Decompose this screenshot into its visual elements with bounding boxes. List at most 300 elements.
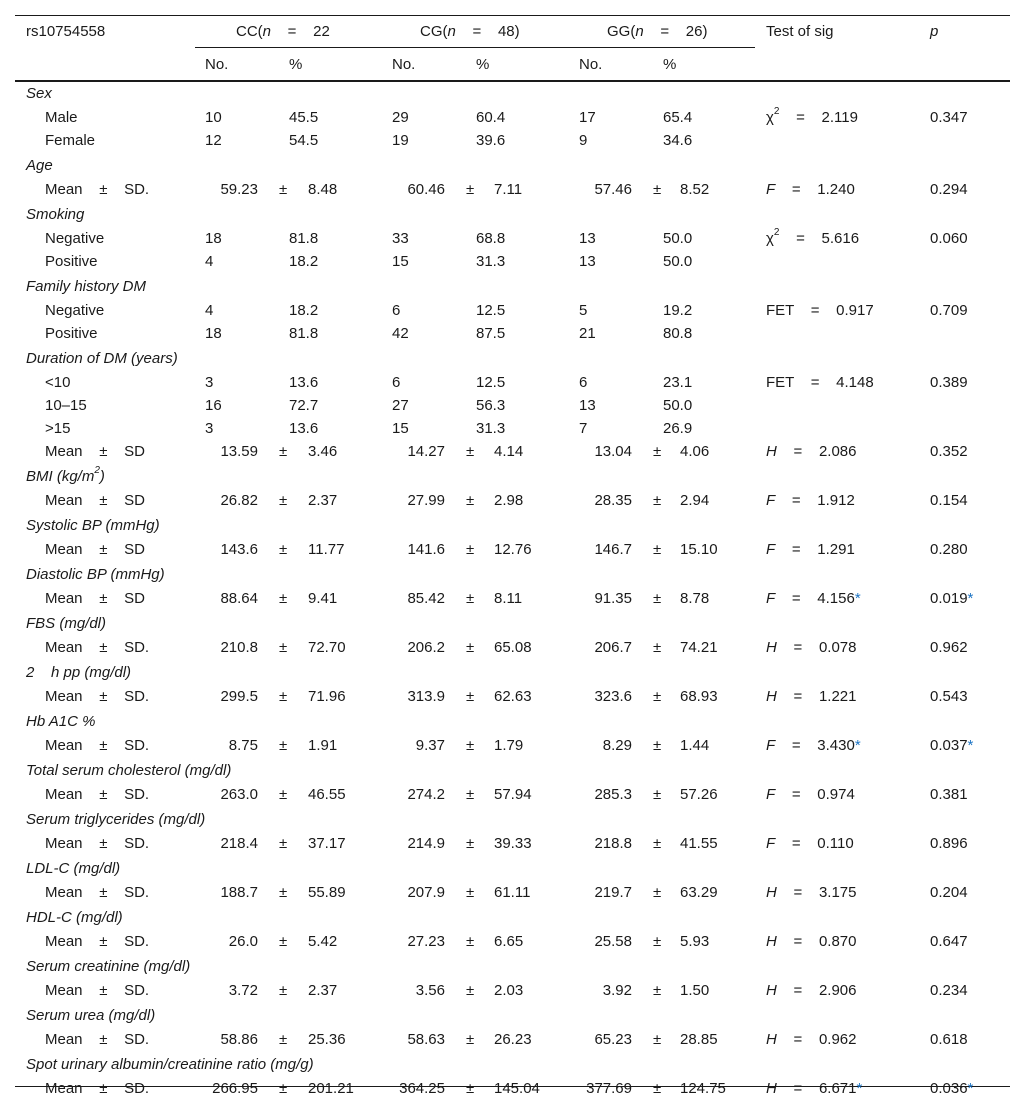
sd-value: 15.10 [680,541,718,558]
percent-value: 80.8 [663,325,693,342]
count-value: 13 [579,397,596,414]
sd-value: 8.78 [680,590,710,607]
count-value: 33 [392,230,409,247]
row-label: Mean ± SD. [45,933,150,950]
sd-value: 57.26 [680,786,718,803]
test-statistic: F = 1.912 [766,492,855,509]
pm-sign: ± [466,639,475,656]
mean-value: 88.64 [220,590,258,607]
percent-value: 65.4 [663,109,693,126]
mean-value: 377.69 [586,1080,632,1097]
count-value: 15 [392,253,409,270]
test-symbol: H [766,933,777,950]
sd-value: 7.11 [494,181,523,198]
p-value: 0.060 [930,230,968,247]
row-label: Mean ± SD. [45,835,150,852]
count-value: 4 [205,302,214,319]
mean-value: 218.4 [220,835,258,852]
pm-sign: ± [466,1031,475,1048]
count-value: 27 [392,397,409,414]
pm-sign: ± [279,181,288,198]
p-value: 0.204 [930,884,968,901]
row-label: Mean ± SD. [45,688,150,705]
header-pct: % [663,56,677,73]
mean-value: 141.6 [407,541,445,558]
mean-value: 8.29 [602,737,632,754]
percent-value: 50.0 [663,253,693,270]
pm-sign: ± [279,835,288,852]
mean-value: 25.58 [594,933,632,950]
count-value: 17 [579,109,596,126]
pm-sign: ± [653,443,662,460]
test-symbol: H [766,1031,777,1048]
count-value: 6 [392,302,401,319]
row-label: Mean ± SD [45,443,145,460]
header-snp: rs10754558 [26,23,106,40]
sd-value: 28.85 [680,1031,718,1048]
row-label: Mean ± SD. [45,1031,150,1048]
row-label: Mean ± SD. [45,181,150,198]
count-value: 7 [579,420,588,437]
p-value: 0.389 [930,374,968,391]
test-statistic: H = 2.906 [766,982,857,999]
count-value: 9 [579,132,588,149]
mean-value: 58.63 [407,1031,445,1048]
significance-asterisk: * [856,1080,863,1097]
sd-value: 72.70 [308,639,346,656]
section-title: Serum urea (mg/dl) [26,1007,156,1024]
section-title: Spot urinary albumin/creatinine ratio (mg/g) [26,1056,314,1073]
pm-sign: ± [653,590,662,607]
percent-value: 45.5 [289,109,319,126]
sd-value: 124.75 [680,1080,726,1097]
test-statistic: H = 0.962 [766,1031,857,1048]
mean-value: 214.9 [407,835,445,852]
section-title: Hb A1C % [26,713,96,730]
sd-value: 201.21 [308,1080,354,1097]
mean-value: 3.92 [602,982,632,999]
test-symbol: H [766,443,777,460]
pm-sign: ± [279,590,288,607]
p-value: 0.352 [930,443,968,460]
row-label: 10–15 [45,397,87,414]
pm-sign: ± [279,786,288,803]
percent-value: 81.8 [289,325,319,342]
percent-value: 31.3 [476,253,506,270]
mean-value: 263.0 [220,786,258,803]
pm-sign: ± [653,1031,662,1048]
pm-sign: ± [279,737,288,754]
test-statistic: H = 2.086 [766,443,857,460]
section-title: Diastolic BP (mmHg) [26,566,165,583]
sd-value: 55.89 [308,884,346,901]
pm-sign: ± [279,541,288,558]
significance-asterisk: * [967,1080,974,1097]
test-symbol: H [766,884,777,901]
p-value: 0.234 [930,982,968,999]
percent-value: 50.0 [663,230,693,247]
mean-value: 3.72 [228,982,258,999]
pm-sign: ± [279,982,288,999]
section-title: Serum triglycerides (mg/dl) [26,811,206,828]
count-value: 12 [205,132,222,149]
superscript: 2 [773,106,780,117]
pm-sign: ± [279,884,288,901]
percent-value: 81.8 [289,230,319,247]
sd-value: 2.98 [494,492,524,509]
test-symbol: H [766,688,777,705]
pm-sign: ± [279,443,288,460]
test-statistic: $\chi^2$ = 2.119 [766,106,858,126]
significance-asterisk: * [854,590,861,607]
pm-sign: ± [653,639,662,656]
sd-value: 68.93 [680,688,718,705]
sd-value: 39.33 [494,835,532,852]
sd-value: 2.94 [680,492,710,509]
section-title: Family history DM [26,278,147,295]
test-statistic: H = 3.175 [766,884,857,901]
test-statistic: H = 1.221 [766,688,857,705]
sd-value: 9.41 [308,590,338,607]
section-title: Sex [26,85,52,102]
mean-value: 58.86 [220,1031,258,1048]
pm-sign: ± [466,181,475,198]
pm-sign: ± [466,982,475,999]
row-label: Mean ± SD. [45,884,150,901]
pm-sign: ± [466,737,475,754]
section-title: Duration of DM (years) [26,350,178,367]
sd-value: 8.52 [680,181,710,198]
percent-value: 50.0 [663,397,693,414]
pm-sign: ± [653,835,662,852]
count-value: 21 [579,325,596,342]
count-value: 10 [205,109,222,126]
sd-value: 1.91 [308,737,338,754]
percent-value: 12.5 [476,374,506,391]
test-symbol: H [766,982,777,999]
percent-value: 12.5 [476,302,506,319]
percent-value: 23.1 [663,374,693,391]
pm-sign: ± [653,541,662,558]
mean-value: 274.2 [407,786,445,803]
percent-value: 18.2 [289,302,319,319]
sd-value: 12.76 [494,541,532,558]
header-no: No. [392,56,416,73]
p-value: 0.037* [930,737,974,754]
mean-value: 218.8 [594,835,632,852]
pm-sign: ± [653,1080,662,1097]
pm-sign: ± [279,492,288,509]
test-symbol: H [766,639,777,656]
sd-value: 8.48 [308,181,338,198]
pm-sign: ± [466,786,475,803]
row-label: Mean ± SD [45,541,145,558]
p-value: 0.154 [930,492,968,509]
mean-value: 323.6 [594,688,632,705]
count-value: 13 [579,230,596,247]
test-statistic: F = 0.974 [766,786,855,803]
count-value: 3 [205,420,214,437]
pm-sign: ± [279,1031,288,1048]
section-title: BMI $(kg/m^2)$ [26,465,105,485]
percent-value: 60.4 [476,109,506,126]
sd-value: 62.63 [494,688,532,705]
sd-value: 74.21 [680,639,718,656]
mean-value: 14.27 [407,443,445,460]
sd-value: 6.65 [494,933,524,950]
mean-value: 285.3 [594,786,632,803]
pm-sign: ± [653,181,662,198]
sd-value: 26.23 [494,1031,532,1048]
test-symbol: H [766,1080,777,1097]
section-title: Systolic BP (mmHg) [26,517,160,534]
count-value: 19 [392,132,409,149]
test-statistic: H = 6.671* [766,1080,863,1097]
section-title: 2 h pp (mg/dl) [26,664,132,681]
n-label: n [635,23,644,40]
sd-value: 5.42 [308,933,338,950]
percent-value: 68.8 [476,230,506,247]
test-statistic: F = 3.430* [766,737,861,754]
percent-value: 13.6 [289,420,319,437]
test-statistic: F = 1.291 [766,541,855,558]
mean-value: 188.7 [220,884,258,901]
row-label: >15 [45,420,71,437]
mean-value: 266.95 [212,1080,258,1097]
pm-sign: ± [279,1080,288,1097]
test-symbol: F [766,181,776,198]
mean-value: 206.2 [407,639,445,656]
p-value: 0.896 [930,835,968,852]
mean-value: 59.23 [220,181,258,198]
p-value: 0.280 [930,541,968,558]
pm-sign: ± [466,492,475,509]
count-value: 42 [392,325,409,342]
header-pct: % [289,56,303,73]
count-value: 3 [205,374,214,391]
sd-value: 37.17 [308,835,346,852]
percent-value: 72.7 [289,397,319,414]
mean-value: 13.04 [594,443,632,460]
p-value: 0.618 [930,1031,968,1048]
count-value: 4 [205,253,214,270]
test-statistic: FET = 4.148 [766,374,874,391]
test-statistic: F = 4.156* [766,590,861,607]
mean-value: 9.37 [415,737,445,754]
test-statistic: $\chi^2$ = 5.616 [766,227,860,247]
mean-value: 210.8 [220,639,258,656]
test-statistic: H = 0.078 [766,639,857,656]
header-group-gg: GG(n = 26) [607,23,708,40]
sd-value: 5.93 [680,933,710,950]
pm-sign: ± [653,786,662,803]
mean-value: 65.23 [594,1031,632,1048]
header-group-cg: CG(n = 48) [420,23,520,40]
mean-value: 313.9 [407,688,445,705]
mean-value: 27.99 [407,492,445,509]
pm-sign: ± [466,590,475,607]
mean-value: 207.9 [407,884,445,901]
row-label: Female [45,132,96,149]
test-symbol: F [766,835,776,852]
mean-value: 91.35 [594,590,632,607]
section-title: FBS (mg/dl) [26,615,107,632]
sd-value: 4.14 [494,443,524,460]
test-symbol: F [766,590,776,607]
row-label: Mean ± SD. [45,639,150,656]
pm-sign: ± [466,1080,475,1097]
section-title: LDL-C (mg/dl) [26,860,121,877]
test-symbol: F [766,737,776,754]
test-symbol: F [766,786,776,803]
percent-value: 31.3 [476,420,506,437]
mean-value: 60.46 [407,181,445,198]
mean-value: 143.6 [220,541,258,558]
sd-value: 41.55 [680,835,718,852]
p-value: 0.381 [930,786,968,803]
pm-sign: ± [653,492,662,509]
sd-value: 2.03 [494,982,524,999]
row-label: Mean ± SD. [45,982,150,999]
pm-sign: ± [466,835,475,852]
row-label: Negative [45,230,105,247]
sd-value: 46.55 [308,786,346,803]
sd-value: 25.36 [308,1031,346,1048]
top-rule [15,15,1010,16]
pm-sign: ± [653,933,662,950]
test-statistic: H = 0.870 [766,933,857,950]
header-rule [15,80,1010,82]
percent-value: 87.5 [476,325,506,342]
sd-value: 2.37 [308,492,338,509]
p-value: 0.647 [930,933,968,950]
count-value: 15 [392,420,409,437]
pm-sign: ± [466,443,475,460]
section-title: Smoking [26,206,85,223]
mean-value: 26.0 [228,933,258,950]
section-title: Total serum cholesterol (mg/dl) [26,762,232,779]
row-label: Mean ± SD. [45,786,150,803]
count-value: 29 [392,109,409,126]
pm-sign: ± [653,688,662,705]
percent-value: 56.3 [476,397,506,414]
p-value: 0.347 [930,109,968,126]
pm-sign: ± [279,688,288,705]
row-label: Mean ± SD. [45,737,150,754]
p-value: 0.543 [930,688,968,705]
sd-value: 61.11 [494,884,531,901]
header-test: Test of sig [766,23,834,40]
row-label: Positive [45,253,98,270]
pm-sign: ± [466,688,475,705]
header-no: No. [579,56,603,73]
sd-value: 3.46 [308,443,338,460]
mean-value: 206.7 [594,639,632,656]
pm-sign: ± [653,737,662,754]
n-label: n [262,23,272,40]
pm-sign: ± [279,639,288,656]
sd-value: 2.37 [308,982,338,999]
count-value: 6 [392,374,401,391]
header-group-cc: CC(n = 22 [236,23,330,40]
row-label: Mean ± SD. [45,1080,150,1097]
superscript: 2 [94,465,100,476]
row-label: <10 [45,374,71,391]
p-value: 0.036* [930,1080,974,1097]
section-title: Age [26,157,53,174]
superscript: 2 [773,227,780,238]
percent-value: 13.6 [289,374,319,391]
section-title: HDL-C (mg/dl) [26,909,123,926]
test-statistic: FET = 0.917 [766,302,874,319]
sd-value: 57.94 [494,786,532,803]
sd-value: 4.06 [680,443,710,460]
sd-value: 11.77 [308,541,345,558]
count-value: 5 [579,302,588,319]
percent-value: 19.2 [663,302,693,319]
significance-asterisk: * [967,590,974,607]
pm-sign: ± [653,982,662,999]
percent-value: 18.2 [289,253,319,270]
sd-value: 65.08 [494,639,532,656]
sd-value: 1.79 [494,737,524,754]
row-label: Mean ± SD [45,492,145,509]
mean-value: 28.35 [594,492,632,509]
pm-sign: ± [466,884,475,901]
row-label: Mean ± SD [45,590,145,607]
percent-value: 39.6 [476,132,506,149]
significance-asterisk: * [967,737,974,754]
mean-value: 3.56 [415,982,445,999]
count-value: 18 [205,230,222,247]
mean-value: 85.42 [407,590,445,607]
test-symbol: F [766,492,776,509]
n-label: n [447,23,456,40]
percent-value: 26.9 [663,420,693,437]
percent-value: 34.6 [663,132,693,149]
row-label: Male [45,109,78,126]
group-underline [195,47,755,48]
section-title: Serum creatinine (mg/dl) [26,958,191,975]
pm-sign: ± [653,884,662,901]
sd-value: 145.04 [494,1080,540,1097]
count-value: 13 [579,253,596,270]
header-p: p [930,23,939,40]
header-pct: % [476,56,490,73]
test-statistic: F = 1.240 [766,181,855,198]
count-value: 18 [205,325,222,342]
mean-value: 219.7 [594,884,632,901]
mean-value: 57.46 [594,181,632,198]
pm-sign: ± [279,933,288,950]
sd-value: 63.29 [680,884,718,901]
p-value: 0.019* [930,590,974,607]
mean-value: 299.5 [220,688,258,705]
count-value: 6 [579,374,588,391]
p-value: 0.709 [930,302,968,319]
mean-value: 26.82 [220,492,258,509]
p-value: 0.294 [930,181,968,198]
count-value: 16 [205,397,222,414]
percent-value: 54.5 [289,132,319,149]
mean-value: 27.23 [407,933,445,950]
pm-sign: ± [466,933,475,950]
significance-asterisk: * [854,737,861,754]
pm-sign: ± [466,541,475,558]
sd-value: 8.11 [494,590,523,607]
row-label: Negative [45,302,105,319]
sd-value: 1.44 [680,737,710,754]
